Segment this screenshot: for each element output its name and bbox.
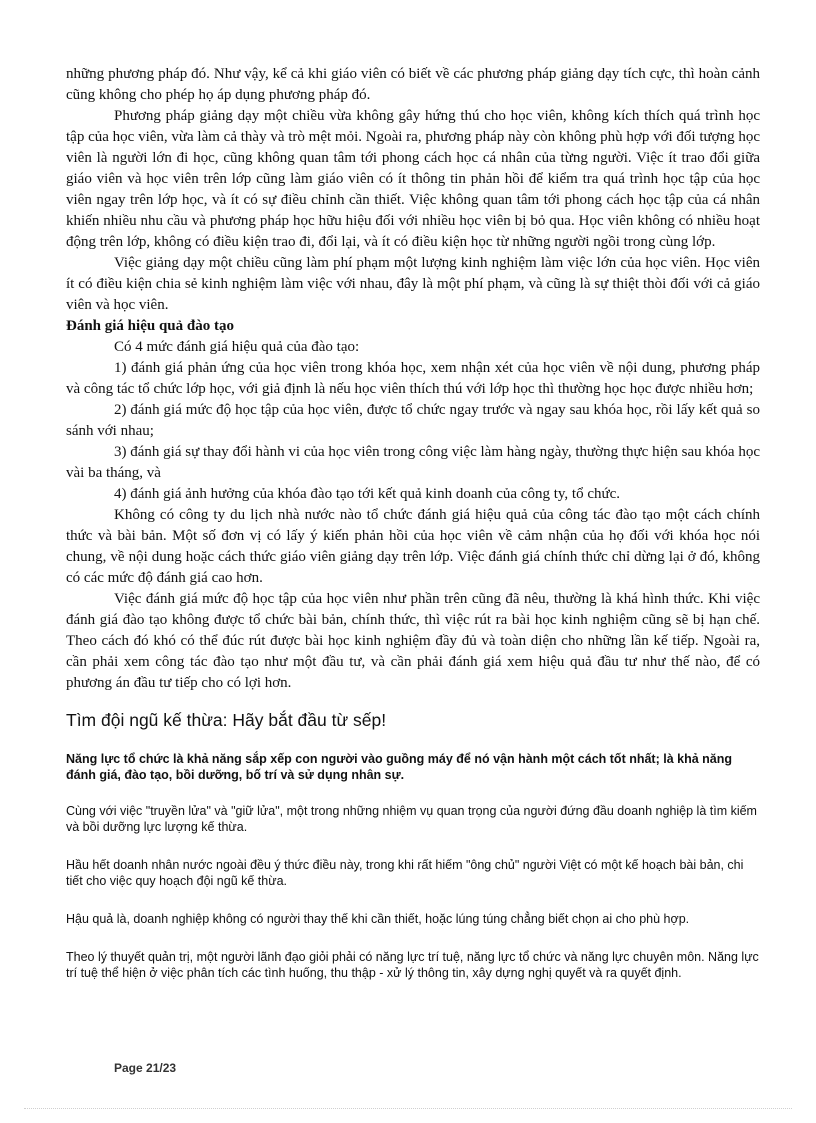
- article-paragraph: Cùng với việc "truyền lửa" và "giữ lửa", một trong những nhiệm vụ quan trọng của người đứng đầu doanh nghiệp là tìm kiếm và bồi dưỡng lực lượng kế thừa.: [66, 804, 757, 834]
- article-paragraph: Hầu hết doanh nhân nước ngoài đều ý thức điều này, trong khi rất hiếm "ông chủ" người Việt có một kế hoạch bài bản, chi tiết cho việc quy hoạch đội ngũ kế thừa.: [66, 858, 744, 888]
- paragraph: Việc đánh giá mức độ học tập của học viên như phần trên cũng đã nêu, thường là khá hình thức. Khi việc đánh giá đào tạo không được tổ chức bài bản, chính thức, thì việc rút ra bài học kinh nghiệm cũng sẽ bị hạn chế. Theo cách đó khó có thể đúc rút được bài học kinh nghiệm đầy đủ và toàn diện cho những lần kế tiếp. Ngoài ra, cần phải xem công tác đào tạo như một đầu tư, và cần phải đánh giá xem hiệu quả đầu tư như thế nào, để có phương án đầu tư tiếp cho có lợi hơn.: [66, 591, 760, 691]
- list-item: 2) đánh giá mức độ học tập của học viên, được tổ chức ngay trước và ngay sau khóa học, rồi lấy kết quả so sánh với nhau;: [66, 402, 760, 439]
- paragraph: Không có công ty du lịch nhà nước nào tổ chức đánh giá hiệu quả của công tác đào tạo một cách chính thức và bài bản. Một số đơn vị có lấy ý kiến phản hồi của học viên về cảm nhận của họ đối với khóa học nói chung, về nội dung hoặc cách thức giáo viên giảng dạy trên lớp. Việc đánh giá chính thức chỉ dừng lại ở đó, không có các mức độ đánh giá cao hơn.: [66, 507, 760, 586]
- paragraph: Có 4 mức đánh giá hiệu quả của đào tạo:: [114, 339, 360, 355]
- article-lead: Năng lực tổ chức là khả năng sắp xếp con người vào guồng máy để nó vận hành một cách tốt nhất; là khả năng đánh giá, đào tạo, bồi dưỡng, bố trí và sử dụng nhân sự.: [66, 752, 732, 782]
- section-heading: Đánh giá hiệu quả đào tạo: [66, 318, 234, 334]
- paragraph: Việc giảng dạy một chiều cũng làm phí phạm một lượng kinh nghiệm làm việc lớn của học viên. Học viên ít có điều kiện chia sẻ kinh nghiệm làm việc với nhau, đây là một phí phạm, và cũng là sự thiệt thòi đối với cả giáo viên và học viên.: [66, 255, 760, 313]
- article-paragraph: Theo lý thuyết quản trị, một người lãnh đạo giỏi phải có năng lực trí tuệ, năng lực tổ chức và năng lực chuyên môn. Năng lực trí tuệ thể hiện ở việc phân tích các tình huống, thu thập - xử lý thông tin, xây dựng nghị quyết và ra quyết định.: [66, 950, 759, 980]
- page-bottom-divider: [24, 1108, 792, 1109]
- list-item: 3) đánh giá sự thay đổi hành vi của học viên trong công việc làm hàng ngày, thường thực hiện sau khóa học vài ba tháng, và: [66, 444, 760, 481]
- article-title: Tìm đội ngũ kế thừa: Hãy bắt đầu từ sếp!: [66, 710, 387, 730]
- list-item: 4) đánh giá ảnh hưởng của khóa đào tạo tới kết quả kinh doanh của công ty, tổ chức.: [114, 486, 621, 502]
- list-item: 1) đánh giá phản ứng của học viên trong khóa học, xem nhận xét của học viên về nội dung, phương pháp và công tác tổ chức lớp học, với giả định là nếu học viên thích thú với lớp học thì thường học học được nhiều hơn;: [66, 360, 760, 397]
- article-paragraph: Hậu quả là, doanh nghiệp không có người thay thế khi cần thiết, hoặc lúng túng chẳng biết chọn ai cho phù hợp.: [66, 912, 690, 926]
- page-number: Page 21/23: [114, 1061, 177, 1075]
- report-body: [66, 64, 760, 694]
- paragraph-continued: những phương pháp đó. Như vậy, kể cả khi giáo viên có biết về các phương pháp giảng dạy tích cực, thì hoàn cảnh cũng không cho phép họ áp dụng phương pháp đó.: [66, 66, 760, 103]
- article: [66, 710, 760, 981]
- paragraph: Phương pháp giảng dạy một chiều vừa không gây hứng thú cho học viên, không kích thích quá trình học tập của học viên, vừa làm cả thày và trò mệt mỏi. Ngoài ra, phương pháp này còn không phù hợp với đối tượng học viên là người lớn đi học, cũng không quan tâm tới phong cách học cá nhân của từng người. Việc ít trao đổi giữa giáo viên và học viên trên lớp cũng làm giáo viên có ít thông tin phản hồi để kiểm tra quá trình học tập của học viên ngay trên lớp học, và ít có sự điều chỉnh cần thiết. Việc không quan tâm tới phong cách học tập của cá nhân khiến nhiều nhu cầu và phương pháp học hữu hiệu đối với nhiều học viên bị bỏ qua. Học viên không có nhiều hoạt động trên lớp, không có điều kiện trao đi, đổi lại, và ít có điều kiện học từ những người ngồi trong cùng lớp.: [66, 108, 760, 250]
